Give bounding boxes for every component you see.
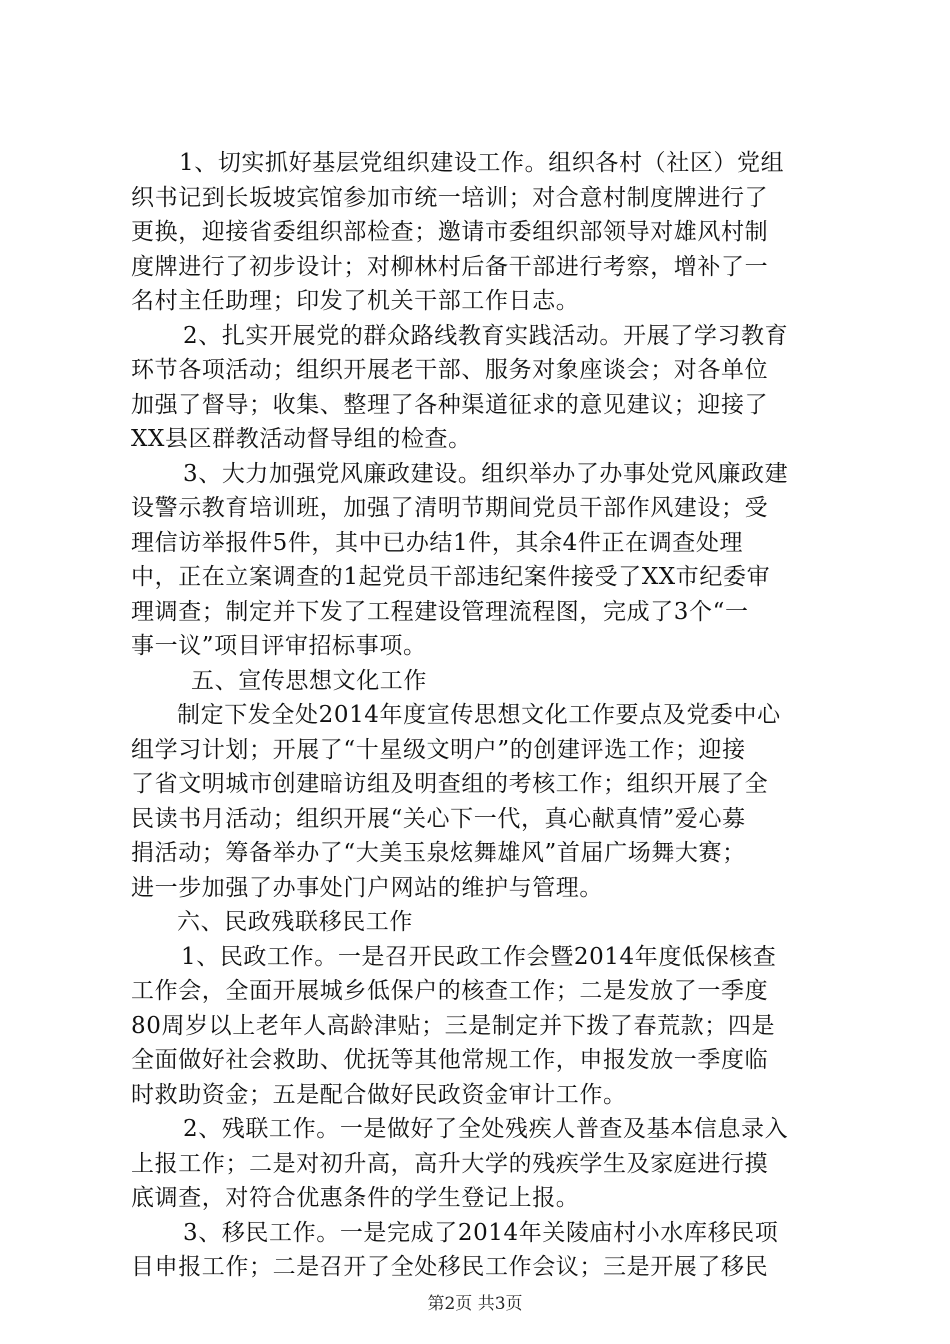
paragraph-2-line-1: 2、扎实开展党的群众路线教育实践活动。开展了学习教育 bbox=[183, 322, 789, 349]
paragraph-1-line-3: 更换，迎接省委组织部检查；邀请市委组织部领导对雄风村制 bbox=[131, 219, 769, 245]
paragraph-1-line-1: 1、切实抓好基层党组织建设工作。组织各村（社区）党组 bbox=[179, 150, 785, 176]
paragraph-1-line-4: 度牌进行了初步设计；对柳林村后备干部进行考察，增补了一 bbox=[131, 253, 769, 280]
paragraph-6-2-line-1: 2、残联工作。一是做好了全处残疾人普查及基本信息录入 bbox=[183, 1116, 789, 1142]
paragraph-2-line-3: 加强了督导；收集、整理了各种渠道征求的意见建议；迎接了 bbox=[131, 391, 769, 418]
paragraph-6-1-line-1: 1、民政工作。一是召开民政工作会暨2014年度低保核查 bbox=[181, 943, 777, 970]
paragraph-3-line-3: 理信访举报件5件，其中已办结1件，其余4件正在调查处理 bbox=[131, 529, 744, 556]
paragraph-5-line-5: 捐活动；筹备举办了“大美玉泉炫舞雄风”首届广场舞大赛； bbox=[131, 840, 746, 866]
paragraph-3-line-2: 设警示教育培训班，加强了清明节期间党员干部作风建设；受 bbox=[131, 495, 769, 521]
paragraph-2-line-2: 环节各项活动；组织开展老干部、服务对象座谈会；对各单位 bbox=[131, 357, 769, 383]
section-heading-five: 五、宣传思想文化工作 bbox=[191, 667, 427, 694]
paragraph-3-line-6: 事一议”项目评审招标事项。 bbox=[131, 633, 427, 659]
paragraph-6-1-line-3: 80周岁以上老年人高龄津贴；三是制定并下拨了春荒款；四是 bbox=[131, 1012, 776, 1039]
paragraph-6-1-line-2: 工作会，全面开展城乡低保户的核查工作；二是发放了一季度 bbox=[131, 978, 769, 1004]
paragraph-6-3-line-1: 3、移民工作。一是完成了2014年关陵庙村小水库移民项 bbox=[183, 1219, 779, 1246]
paragraph-5-line-1: 制定下发全处2014年度宣传思想文化工作要点及党委中心 bbox=[177, 702, 781, 728]
paragraph-6-2-line-2: 上报工作；二是对初升高，高升大学的残疾学生及家庭进行摸 bbox=[131, 1150, 769, 1177]
paragraph-6-1-line-5: 时救助资金；五是配合做好民政资金审计工作。 bbox=[131, 1081, 627, 1108]
paragraph-3-line-4: 中，正在立案调查的1起党员干部违纪案件接受了XX市纪委审 bbox=[131, 564, 771, 590]
paragraph-3-line-1: 3、大力加强党风廉政建设。组织举办了办事处党风廉政建 bbox=[183, 460, 789, 487]
section-heading-six: 六、民政残联移民工作 bbox=[177, 909, 413, 935]
paragraph-1-line-2: 织书记到长坂坡宾馆参加市统一培训；对合意村制度牌进行了 bbox=[131, 184, 769, 211]
paragraph-5-line-2: 组学习计划；开展了“十星级文明户”的创建评选工作；迎接 bbox=[131, 736, 746, 763]
paragraph-5-line-4: 民读书月活动；组织开展“关心下一代，真心献真情”爱心募 bbox=[131, 805, 746, 832]
paragraph-5-line-6: 进一步加强了办事处门户网站的维护与管理。 bbox=[131, 874, 603, 901]
paragraph-6-1-line-4: 全面做好社会救助、优抚等其他常规工作，申报发放一季度临 bbox=[131, 1047, 769, 1073]
page-number-footer: 第2页 共3页 bbox=[427, 1294, 523, 1314]
paragraph-1-line-5: 名村主任助理；印发了机关干部工作日志。 bbox=[131, 288, 580, 314]
paragraph-2-line-4: XX县区群教活动督导组的检查。 bbox=[131, 426, 472, 452]
paragraph-6-3-line-2: 目申报工作；二是召开了全处移民工作会议；三是开展了移民 bbox=[131, 1254, 769, 1280]
document-body bbox=[131, 146, 828, 1285]
paragraph-3-line-5: 理调查；制定并下发了工程建设管理流程图，完成了3个“一 bbox=[131, 598, 749, 625]
paragraph-6-2-line-3: 底调查，对符合优惠条件的学生登记上报。 bbox=[131, 1185, 580, 1211]
paragraph-5-line-3: 了省文明城市创建暗访组及明查组的考核工作；组织开展了全 bbox=[131, 771, 769, 797]
